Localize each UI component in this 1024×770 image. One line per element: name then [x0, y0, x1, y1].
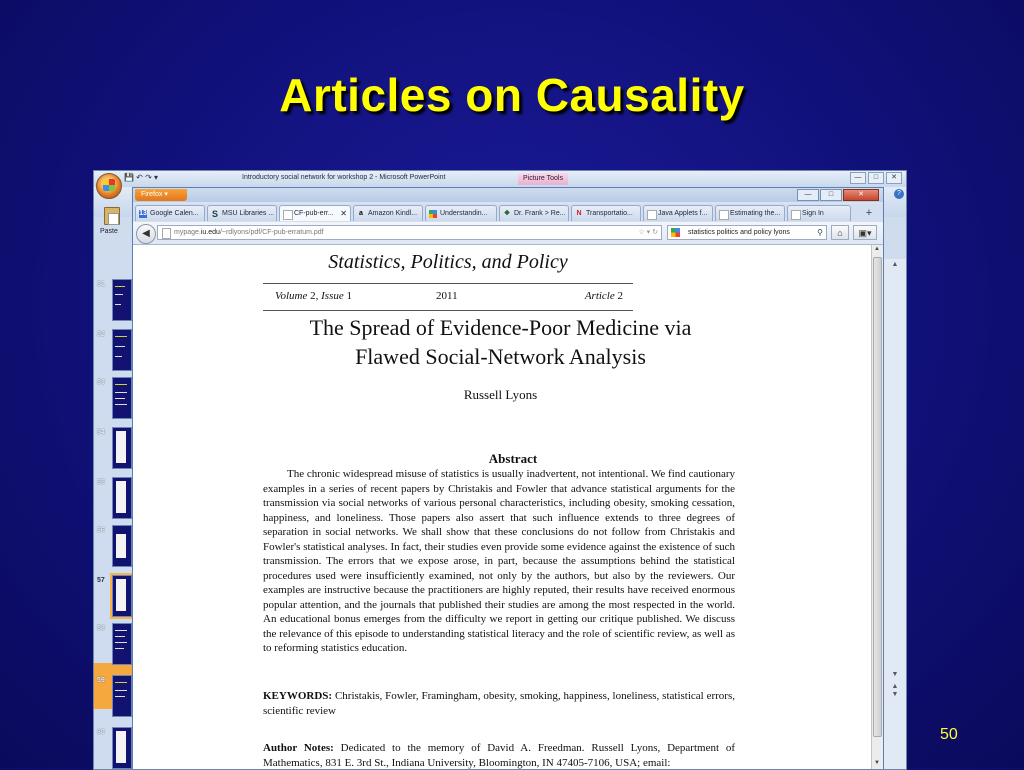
page-icon: [283, 210, 293, 220]
slide-thumbnail[interactable]: [112, 623, 132, 665]
firefox-window-controls: [797, 189, 879, 201]
tab-sign-in[interactable]: Sign In: [787, 205, 851, 221]
scroll-up-icon[interactable]: ▲: [874, 246, 880, 252]
url-path: /~rdlyons/pdf/CF-pub-erratum.pdf: [219, 229, 324, 236]
paste-button[interactable]: [98, 203, 126, 247]
abstract-heading: Abstract: [488, 451, 538, 466]
amazon-icon: a: [359, 210, 363, 217]
slide-thumbnail-panel: [94, 259, 133, 769]
thumbnail-number: 56: [97, 527, 105, 534]
thumbnail-number: 54: [97, 429, 105, 436]
page-icon: [647, 210, 657, 220]
tab-cf-pub-erratum[interactable]: CF-pub-err... ✕: [279, 205, 351, 221]
quick-access-toolbar[interactable]: 💾 ↶ ↷ ▾: [124, 173, 159, 182]
tab-transportation[interactable]: N Transportatio...: [571, 205, 641, 221]
slide-thumbnail[interactable]: [112, 675, 132, 717]
page-icon: [791, 210, 801, 220]
thumbnail-number: 52: [97, 331, 105, 338]
scroll-down-icon[interactable]: ▼: [891, 671, 899, 678]
page-icon: [162, 228, 171, 239]
maximize-icon[interactable]: □: [820, 189, 842, 201]
author-notes: Author Notes: Dedicated to the memory of David A. Freedman. Russell Lyons, Department of Mathematics, 831 E. 3rd St., Indiana University, Bloomington, IN 47405-7106, USA; email:: [263, 742, 736, 769]
new-tab-button[interactable]: +: [865, 207, 873, 219]
ppt-window-controls: [850, 172, 902, 184]
thumbnail-number: 53: [97, 379, 105, 386]
powerpoint-window: [93, 170, 907, 770]
slide-thumbnail[interactable]: [112, 279, 132, 321]
next-slide-icon[interactable]: ▼: [891, 691, 899, 698]
tab-strip: [133, 204, 883, 222]
clipboard-icon: [104, 207, 120, 225]
tab-dr-frank[interactable]: ❖ Dr. Frank > Re...: [499, 205, 569, 221]
ppt-titlebar: [94, 171, 906, 187]
scroll-up-icon[interactable]: ▲: [891, 261, 899, 268]
journal-info-bar: [263, 283, 633, 311]
slide-thumbnail-selected[interactable]: [112, 575, 132, 617]
tab-google-calendar[interactable]: 13 Google Calen...: [135, 205, 205, 221]
page-icon: [719, 210, 729, 220]
search-input[interactable]: [667, 225, 827, 240]
search-icon[interactable]: ⚲: [817, 228, 823, 237]
thumbnail-number: 51: [97, 281, 105, 288]
article-title: The Spread of Evidence-Poor Medicine via Flawed Social-Network Analysis: [309, 315, 692, 369]
tab-java-applets[interactable]: Java Applets f...: [643, 205, 713, 221]
minimize-icon[interactable]: —: [850, 172, 866, 184]
slide-title: Articles on Causality: [279, 69, 745, 121]
firefox-titlebar: [133, 188, 883, 202]
ppt-vertical-scrollbar[interactable]: [883, 259, 906, 769]
thumbnail-number: 58: [97, 625, 105, 632]
n-logo-icon: N: [576, 210, 582, 217]
url-prefix: mypage.: [174, 229, 201, 236]
tab-msu-libraries[interactable]: S MSU Libraries ...: [207, 205, 277, 221]
year: 2011: [436, 290, 458, 302]
maximize-icon[interactable]: □: [868, 172, 884, 184]
keywords: KEYWORDS: Christakis, Fowler, Framingham, obesity, smoking, happiness, loneliness, statistical errors, scientific review: [263, 690, 736, 717]
firefox-window: [132, 187, 884, 770]
minimize-icon[interactable]: —: [797, 189, 819, 201]
slide-number: 50: [940, 726, 958, 743]
slide-thumbnail[interactable]: [112, 329, 132, 371]
google-icon: [671, 228, 680, 237]
previous-slide-icon[interactable]: ▲: [891, 683, 899, 690]
navigation-toolbar: [133, 222, 883, 245]
tab-amazon-kindle[interactable]: a Amazon Kindl...: [353, 205, 423, 221]
scroll-down-icon[interactable]: ▼: [874, 760, 880, 766]
pdf-viewport[interactable]: [133, 245, 871, 770]
thumbnail-number: 57: [97, 577, 105, 584]
puzzle-icon: [429, 210, 437, 218]
article-number: Article 2: [584, 290, 623, 302]
msu-logo-icon: S: [211, 209, 218, 219]
slide-thumbnail[interactable]: [112, 477, 132, 519]
url-bar[interactable]: [157, 225, 662, 240]
ppt-window-title: Introductory social network for workshop 2 - Microsoft PowerPoint: [242, 174, 446, 181]
site-icon: ❖: [503, 210, 511, 217]
tab-understanding[interactable]: Understandin...: [425, 205, 497, 221]
slide-thumbnail[interactable]: [112, 525, 132, 567]
author-name: Russell Lyons: [463, 387, 538, 402]
thumbnail-number: 59: [97, 677, 105, 684]
close-icon[interactable]: ✕: [886, 172, 902, 184]
paste-label: Paste: [100, 228, 118, 235]
slide-thumbnail[interactable]: [112, 427, 132, 469]
thumbnail-number: 60: [97, 729, 105, 736]
firefox-menu-button[interactable]: Firefox ▾: [135, 189, 187, 201]
search-value: statistics politics and policy lyons: [688, 229, 790, 236]
close-tab-icon[interactable]: ✕: [340, 209, 347, 218]
url-domain: iu.edu: [200, 229, 220, 236]
abstract-text: The chronic widespread misuse of statistics is usually inadvertent, not intentional. We find cautionary examples in a series of recent papers by Christakis and Fowler that advance statistical arguments for the transmission via social networks of various personal characteristics, including obesity, smoking cessation, happiness, and loneliness. Those papers also assert that such influence extends to three degrees of separation in social networks. We shall show that these conclusions do not follow from Christakis and Fowler's statistical analyses. In fact, their studies even provide some evidence against the existence of such transmission. The errors that we expose arose, in part, because the assumptions behind the statistical procedures used were insufficiently examined, not only by the authors, but also by the reviewers. Our examples are instructive because the practitioners are highly reputed, their results have received enormous popular attention, and the journals that published their studies are among the most respected in the world. An educational bonus emerges from the difficulty we report in getting our critique published. We discuss the relevance of this episode to understanding statistical literacy and the role of scientific review, as well as to reforming statistics education.: [263, 468, 735, 654]
slide-thumbnail[interactable]: [112, 727, 132, 769]
calendar-icon: 13: [139, 210, 147, 217]
home-icon[interactable]: ⌂: [831, 225, 849, 240]
tab-estimating[interactable]: Estimating the...: [715, 205, 785, 221]
thumbnail-number: 55: [97, 479, 105, 486]
scrollbar-thumb[interactable]: [873, 257, 882, 737]
back-arrow-icon[interactable]: ◀: [136, 224, 156, 244]
slide-thumbnail[interactable]: [112, 377, 132, 419]
journal-name: Statistics, Politics, and Policy: [328, 251, 568, 273]
bookmark-star-icon[interactable]: ☆ ▾ ↻: [638, 229, 658, 236]
volume-issue: Volume 2, Issue 1: [275, 290, 352, 302]
help-icon[interactable]: ?: [894, 189, 904, 199]
office-button[interactable]: [96, 173, 122, 199]
addon-menu-icon[interactable]: ▣▾: [853, 225, 877, 240]
pdf-vertical-scrollbar[interactable]: [871, 245, 884, 770]
office-logo-icon: [103, 179, 115, 191]
picture-tools-tab[interactable]: Picture Tools: [518, 173, 568, 185]
close-icon[interactable]: ✕: [843, 189, 879, 201]
